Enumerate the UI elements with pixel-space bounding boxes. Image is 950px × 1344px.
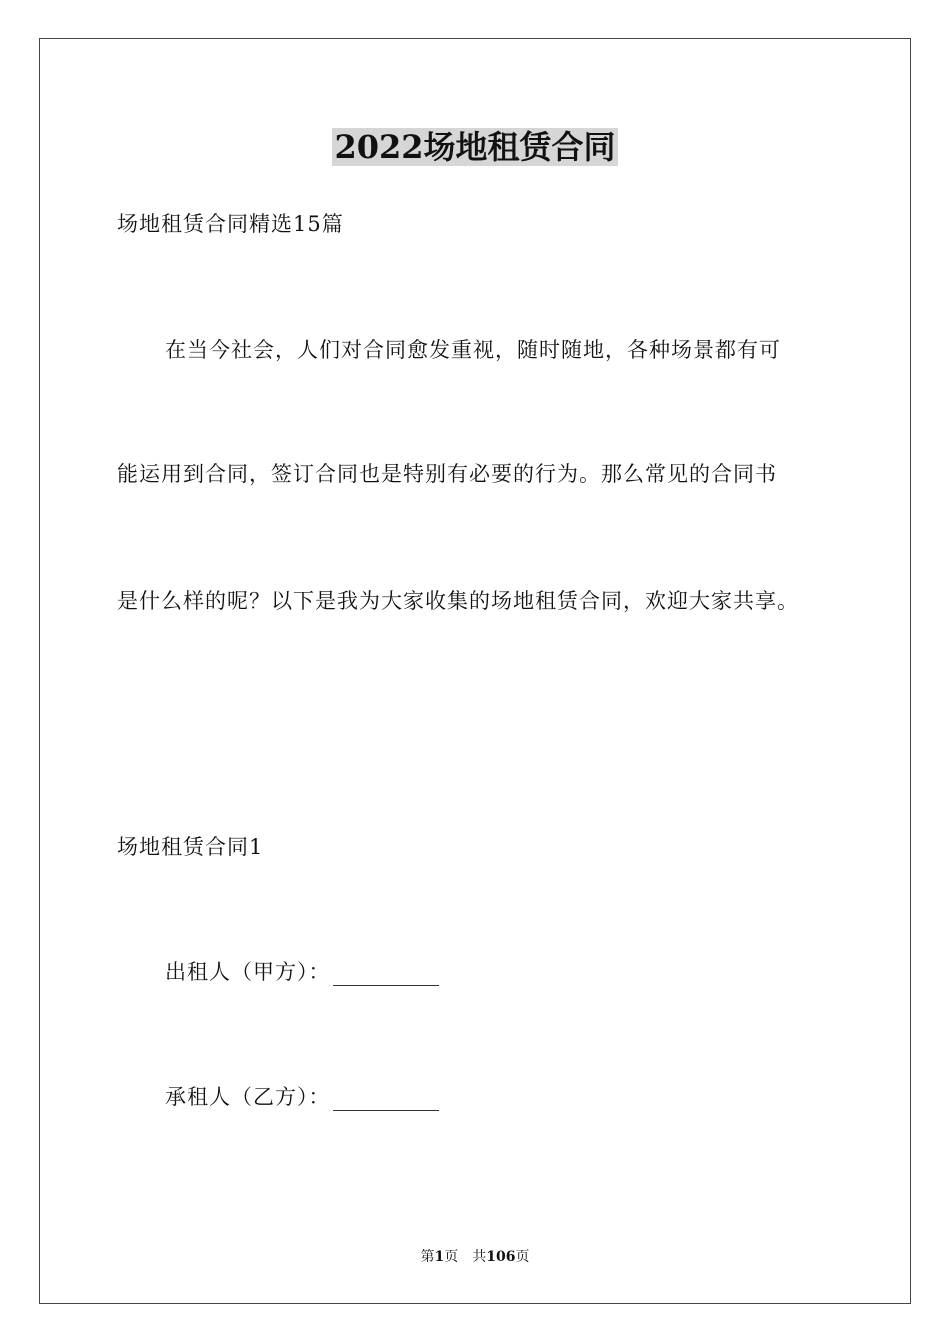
intro-line-3: 是什么样的呢？以下是我为大家收集的场地租赁合同，欢迎大家共享。 xyxy=(117,589,799,613)
total-suffix: 页 xyxy=(515,1249,530,1265)
page-suffix: 页 xyxy=(444,1249,459,1265)
page-number: 1 xyxy=(434,1249,445,1265)
document-subtitle: 场地租赁合同精选15篇 xyxy=(117,212,344,236)
lessor-label: 出租人（甲方）： xyxy=(165,960,331,984)
lessor-line xyxy=(165,958,439,986)
page-prefix: 第 xyxy=(420,1249,435,1265)
document-title xyxy=(0,126,950,168)
lessor-blank xyxy=(333,963,439,986)
document-title-text: 2022场地租赁合同 xyxy=(334,128,616,166)
total-prefix: 共 xyxy=(472,1249,487,1265)
intro-line-2: 能运用到合同，签订合同也是特别有必要的行为。那么常见的合同书 xyxy=(117,462,777,486)
intro-line-1: 在当今社会，人们对合同愈发重视，随时随地，各种场景都有可 xyxy=(165,338,781,362)
lessee-label: 承租人（乙方）： xyxy=(165,1085,331,1109)
lessee-line xyxy=(165,1083,439,1111)
total-pages: 106 xyxy=(486,1249,516,1265)
page-footer xyxy=(0,1247,950,1267)
section-heading: 场地租赁合同1 xyxy=(117,835,264,859)
lessee-blank xyxy=(333,1088,439,1111)
